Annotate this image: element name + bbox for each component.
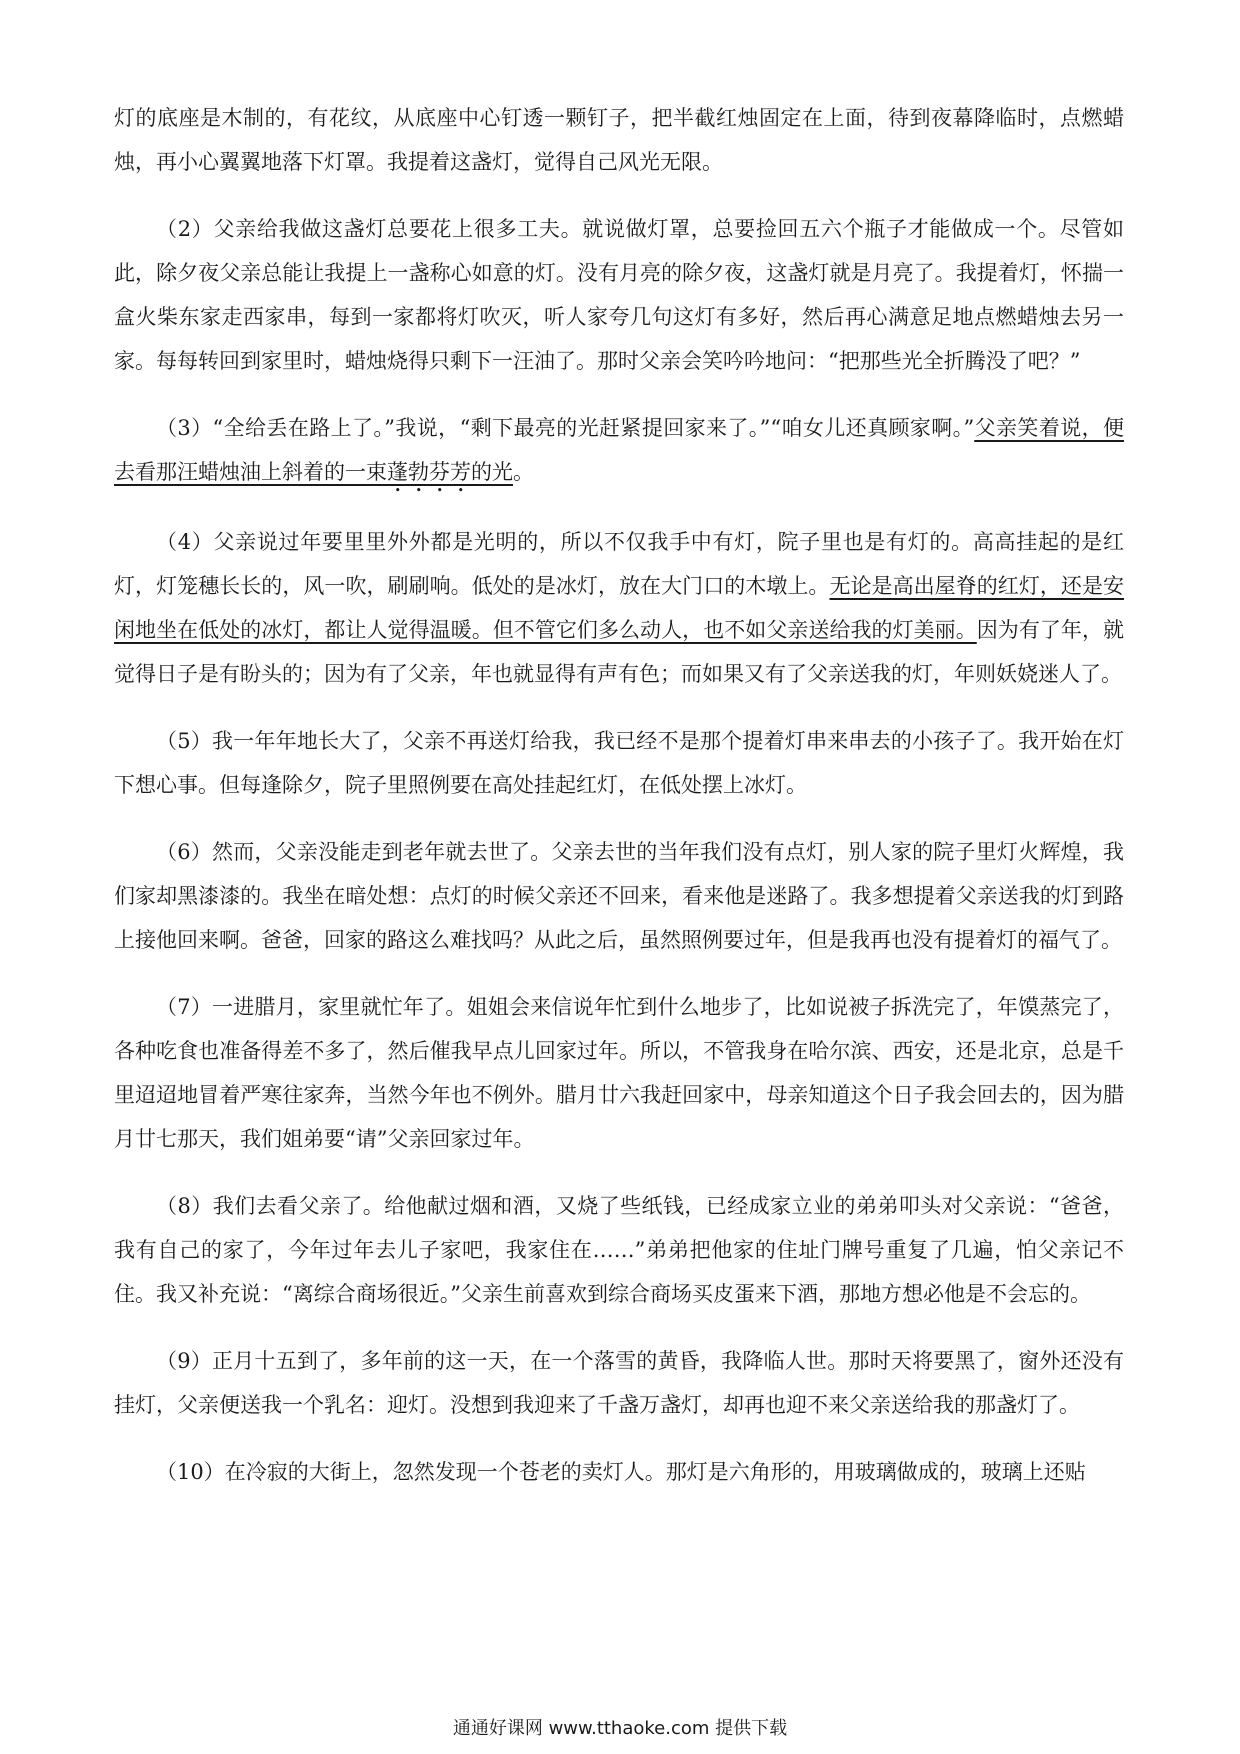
- paragraph-9: （9）正月十五到了，多年前的这一天，在一个落雪的黄昏，我降临人世。那时天将要黑了，窗外还没有挂灯，父亲便送我一个乳名：迎灯。没想到我迎来了千盏万盏灯，却再也迎不来父亲送给我的那盏灯了。: [114, 1349, 1124, 1417]
- paragraph-3: （3）“全给丢在路上了。”我说，“剩下最亮的光赶紧提回家来了。”“咱女儿还真顾家啊。”父亲笑着说，便去看那汪蜡烛油上斜着的一束蓬勃芬芳的光。: [114, 416, 1124, 484]
- paragraph-7: （7）一进腊月，家里就忙年了。姐姐会来信说年忙到什么地步了，比如说被子拆洗完了，年馍蒸完了，各种吃食也准备得差不多了，然后催我早点儿回家过年。所以，不管我身在哈尔滨、西安，还是北京，总是千里迢迢地冒着严寒往家奔，当然今年也不例外。腊月廿六我赶回家中，母亲知道这个日子我会回去的，因为腊月廿七那天，我们姐弟要“请”父亲回家过年。: [114, 995, 1124, 1151]
- paragraph-3-text: （3）“全给丢在路上了。”我说，“剩下最亮的光赶紧提回家来了。”“咱女儿还真顾家啊。”: [156, 416, 975, 440]
- paragraph-2: （2）父亲给我做这盏灯总要花上很多工夫。就说做灯罩，总要捡回五六个瓶子才能做成一个。尽管如此，除夕夜父亲总能让我提上一盏称心如意的灯。没有月亮的除夕夜，这盏灯就是月亮了。我提着灯，怀揣一盒火柴东家走西家串，每到一家都将灯吹灭，听人家夸几句这灯有多好，然后再心满意足地点燃蜡烛去另一家。每每转回到家里时，蜡烛烧得只剩下一汪油了。那时父亲会笑吟吟地问：“把那些光全折腾没了吧？”: [114, 217, 1124, 373]
- paragraph-1: 灯的底座是木制的，有花纹，从底座中心钉透一颗钉子，把半截红烛固定在上面，待到夜幕降临时，点燃蜡烛，再小心翼翼地落下灯罩。我提着这盏灯，觉得自己风光无限。: [114, 106, 1124, 174]
- paragraph-8: （8）我们去看父亲了。给他献过烟和酒，又烧了些纸钱，已经成家立业的弟弟叩头对父亲说：“爸爸，我有自己的家了，今年过年去儿子家吧，我家住在……”弟弟把他家的住址门牌号重复了几遍，怕父亲记不住。我又补充说：“离综合商场很近。”父亲生前喜欢到综合商场买皮蛋来下酒，那地方想必他是不会忘的。: [114, 1194, 1124, 1306]
- page-footer: 通通好课网 www.tthaoke.com 提供下载: [452, 1718, 788, 1739]
- paragraph-5: （5）我一年年地长大了，父亲不再送灯给我，我已经不是那个提着灯串来串去的小孩子了。我开始在灯下想心事。但每逢除夕，院子里照例要在高处挂起红灯，在低处摆上冰灯。: [114, 729, 1124, 797]
- dotted-phrase: 蓬勃芬芳: [387, 460, 471, 484]
- paragraph-4: （4）父亲说过年要里里外外都是光明的，所以不仅我手中有灯，院子里也是有灯的。高高挂起的是红灯，灯笼穗长长的，风一吹，刷刷响。低处的是冰灯，放在大门口的木墩上。无论是高出屋脊的红灯，还是安闲地坐在低处的冰灯，都让人觉得温暖。但不管它们多么动人，也不如父亲送给我的灯美丽。因为有了年，就觉得日子是有盼头的；因为有了父亲，年也就显得有声有色；而如果又有了父亲送我的灯，年则妖娆迷人了。: [114, 530, 1125, 686]
- paragraph-4-text: （4）父亲说过年要里里外外都是光明的，所以不仅我手中有灯，院子里也是有灯的。高高挂起的是红灯，灯笼穗长长的，风一吹，刷刷响。低处的是冰灯，放在大门口的木墩上。: [114, 530, 1124, 598]
- paragraph-6: （6）然而，父亲没能走到老年就去世了。父亲去世的当年我们没有点灯，别人家的院子里灯火辉煌，我们家却黑漆漆的。我坐在暗处想：点灯的时候父亲还不回来，看来他是迷路了。我多想提着父亲送我的灯到路上接他回来啊。爸爸，回家的路这么难找吗？从此之后，虽然照例要过年，但是我再也没有提着灯的福气了。: [114, 840, 1124, 952]
- underlined-sentence: 父亲笑着说，便去看那汪蜡烛油上斜着的一束蓬勃芬芳的光: [114, 416, 1124, 484]
- paragraph-10: （10）在冷寂的大街上，忽然发现一个苍老的卖灯人。那灯是六角形的，用玻璃做成的，玻璃上还贴: [156, 1460, 1086, 1484]
- underlined-sentence: 无论是高出屋脊的红灯，还是安闲地坐在低处的冰灯，都让人觉得温暖。但不管它们多么动人，也不如父亲送给我的灯美丽。: [114, 574, 1125, 642]
- article-body: [114, 96, 1124, 1517]
